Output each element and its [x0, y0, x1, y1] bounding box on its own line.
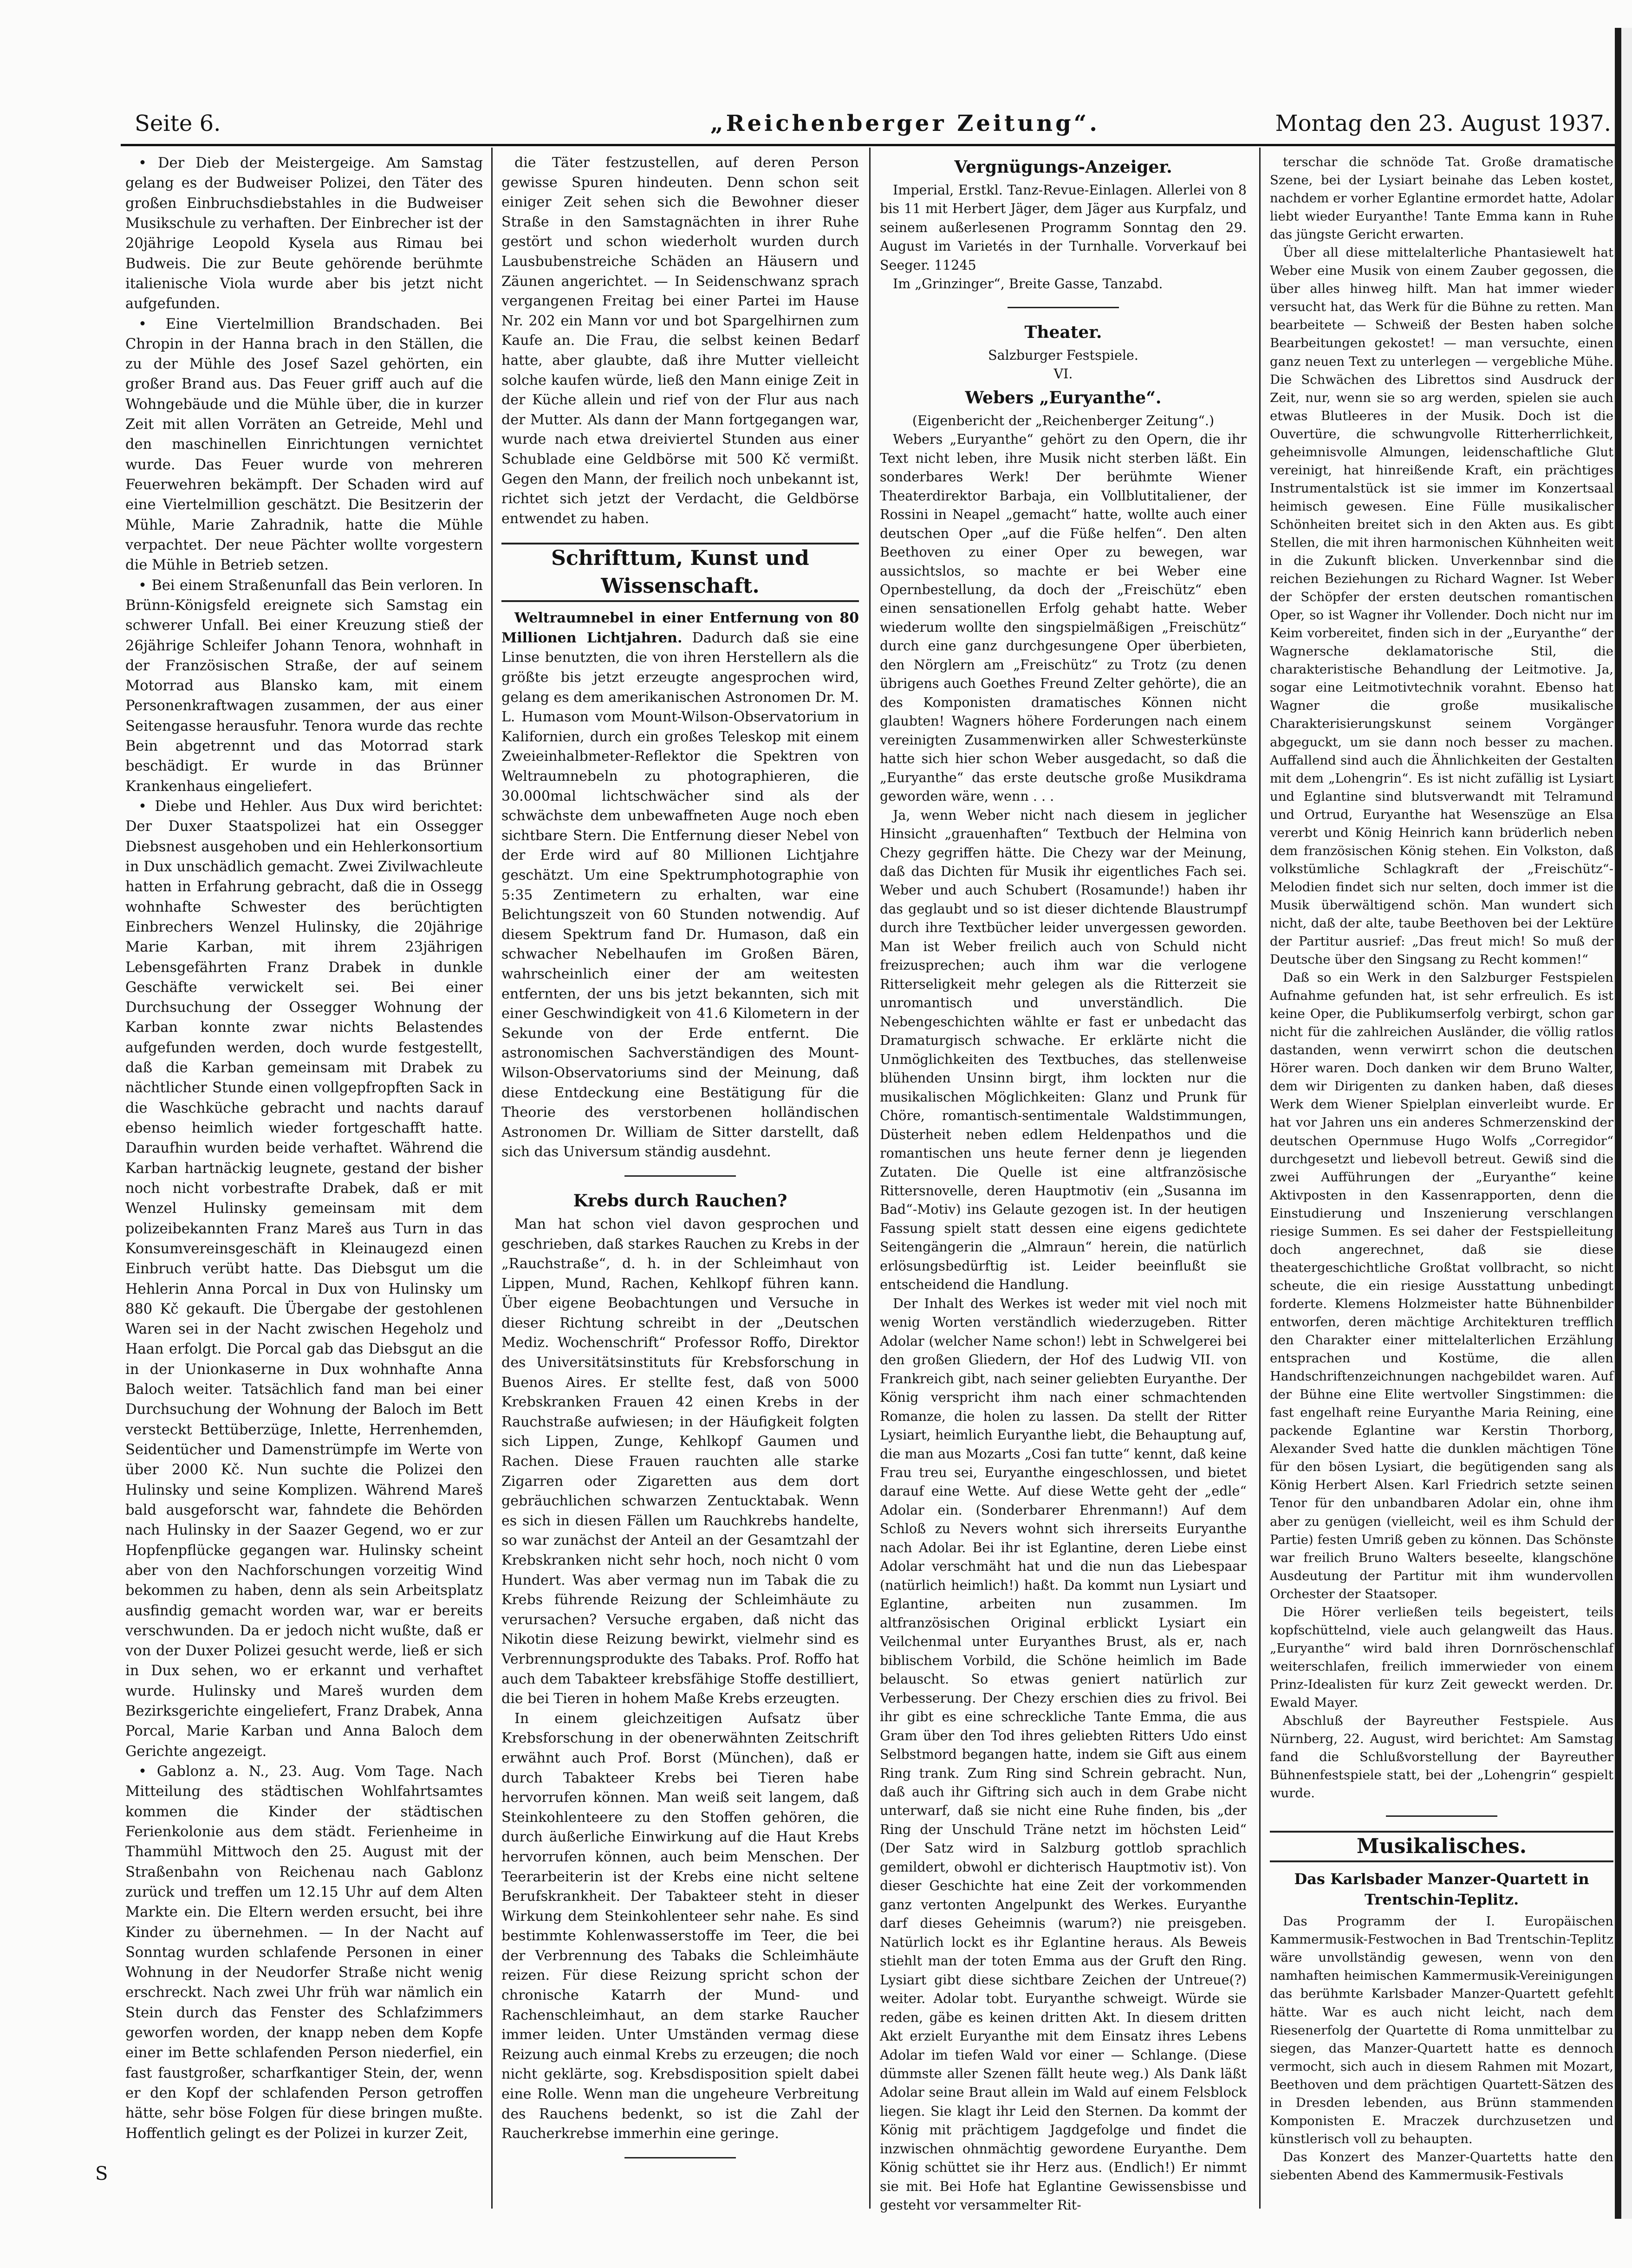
issue-date: Montag den 23. August 1937.: [1275, 110, 1611, 136]
article-nebel-lead: Weltraumnebel in einer Entfernung von 80 Millionen Lichtjahren.: [501, 610, 859, 646]
article-meistergeige: • Der Dieb der Meistergeige. Am Samstag gelang es der Budweiser Polizei, den Täter des großen Einbruchsdiebstahles in die Budweiser Musikschule zu verhaften. Der Einbrecher ist der 20jährige Leopold Kysela aus Rimau bei Budweis. Die zur Beute gehörende berühmte italienische Viola wurde aber bis jetzt nicht aufgefunden.: [125, 155, 483, 312]
theater-paragraph: Über all diese mittelalterliche Phantasiewelt hat Weber eine Musik von einem Zauber gegossen, die über alles hinweg hilft. Man hat immer wieder versucht hat, das Werk für die Bühne zu retten. Man bearbeitete — Schweiß der Besten haben solche Bearbeitungen gekostet! — man versuchte, einen ganz neuen Text zu unterlegen — vergebliche Mühe. Die Schwächen des Librettos sind Ausdruck der Zeit, nur, wenn sie so arg werden, spielen sie auch etwas Blutleeres in der Musik. Doch ist die Ouvertüre, die schwungvolle Ritterherrlichkeit, geheimnisvolle Almungen, leidenschaftliche Glut vereinigt, hat hinreißende Kraft, ein prächtiges Instrumentalstück ist sie immer im Konzertsaal heimisch gewesen. Eine Fülle musikalischer Schönheiten breitet sich in den Akten aus. Es gibt Stellen, die mit ihren harmonischen Kühnheiten weit in die Zukunft blicken. Unverkennbar sind die reichen Beziehungen zu Richard Wagner. Ist Weber der Schöpfer der ersten deutschen romantischen Oper, so ist Wagner ihr Vollender. Doch nicht nur im Keim vorbereitet, finden sich in der „Euryanthe“ der Wagnersche deklamatorische Stil, die charakteristische Behandlung der Leitmotive. Ja, sogar eine Leitmotivtechnik vorahnt. Ebenso hat Wagner die große musikalische Charakterisierungskunst seinem Vorgänger abgeguckt, um sie dann noch besser zu machen. Auffallend sind auch die Ähnlichkeiten der Gestalten mit dem „Lohengrin“. Es ist nicht zufällig ist Lysiart und Eglantine sind blutsverwandt mit Telramund und Ortrud, Euryanthe hat Wesenszüge an Elsa vererbt und König Heinrich kann brüderlich neben dem französischen König stehen. Ein Volkston, daß volkstümliche Schlagkraft der „Freischütz“-Melodien findet sich nur selten, doch immer ist die Musik überwältigend schön. Man wundert sich nicht, daß der alte, taube Beethoven bei der Lektüre der Partitur ausrief: „Das freut mich! So muß der Deutsche über den Singsang zu Recht kommen!“: [1270, 245, 1613, 967]
music-paragraph: Das Programm der I. Europäischen Kammermusik-Festwochen in Bad Trentschin-Teplitz wäre unvollständig gewesen, wenn von den namhaften heimischen Kammermusik-Vereinigungen das berühmte Karlsbader Manzer-Quartett gefehlt hätte. War es auch nicht leicht, nach dem Riesenerfolg der Quartette di Roma unmittelbar zu siegen, das Manzer-Quartett hatte es dennoch vermocht, sich auch in diesem Rahmen mit Mozart, Beethoven und dem prächtigen Quartett-Sätzen des in Dresden lebenden, aus Brünn stammenden Komponisten E. Mraczek durchzusetzen und künstlerisch voll zu behaupten.: [1270, 1914, 1613, 2146]
column-1: [125, 153, 483, 2144]
theater-paragraph: terschar die schnöde Tat. Große dramatische Szene, bei der Lysiart beinahe das Leben kostet, nachdem er vorher Eglantine ermordet hatte, Adolar liebt wieder Euryanthe! Tante Emma kann in Ruhe das jüngste Gericht erwarten.: [1270, 155, 1613, 242]
newspaper-title: „Reichenberger Zeitung“.: [710, 110, 1100, 136]
theater-paragraph: Webers „Euryanthe“ gehört zu den Opern, die ihr Text nicht leben, ihre Musik nicht sterben läßt. Ein sonderbares Werk! Der berühmte Wiener Theaterdirektor Barbaja, ein Vollblutitaliener, der Rossini in Neapel „gemacht“ hatte, wollte auch einer deutschen Oper „auf die Füße helfen“. Den alten Beethoven zu einer Oper zu bewegen, war aussichtslos, so machte er bei Weber eine Opernbestellung, da doch der „Freischütz“ eben einen sensationellen Erfolg gehabt hatte. Weber wiederum wollte den singspielmäßigen „Freischütz“ durch eine ganz durchgesungene Oper überbieten, den Nörglern am „Freischütz“ zu Trotz (zu denen übrigens auch Goethes Freund Zelter gehörte), die an des Komponisten dramatisches Können nicht glaubten! Wagners höhere Forderungen nach einem vereinigten Zusammenwirken aller Schwesterkünste hatte sich hier schon Weber ausgedacht, so daß die „Euryanthe“ das erste deutsche große Musikdrama geworden wäre, wenn . . .: [880, 432, 1247, 804]
article-brandschaden: • Eine Viertelmillion Brandschaden. Bei Chropin in der Hanna brach in den Ställen, die zu der Mühle des Josef Sazel gehörten, ein großer Brand aus. Das Feuer griff auch auf die Wohngebäude und die Mühle über, die in kurzer Zeit mit allen Vorräten an Getreide, Mehl und den maschinellen Einrichtungen vernichtet wurde. Das Feuer wurde von mehreren Feuerwehren bekämpft. Der Schaden wird auf eine Viertelmillion geschätzt. Die Besitzerin der Mühle, Marie Zahradnik, hatte die Mühle verpachtet. Der neue Pächter wollte vorgestern die Mühle in Betrieb setzen.: [125, 316, 483, 574]
header-rule: [121, 144, 1615, 146]
separator-rule: [624, 1175, 736, 1177]
page-number: Seite 6.: [135, 110, 221, 136]
article-strassenunfall: • Bei einem Straßenunfall das Bein verloren. In Brünn-Königsfeld ereignete sich Samstag ein schwerer Unfall. Bei einer Kreuzung stieß der 26jährige Schleifer Johann Tenora, wohnhaft in der Französischen Straße, der auf seinem Motorrad aus Blansko kam, mit einem Personenkraftwagen zusammen, der aus einer Seitengasse herausfuhr. Tenora wurde das rechte Bein abgetrennt und das Motorrad stark beschädigt. Er wurde in das Brünner Krankenhaus eingeliefert.: [125, 577, 483, 795]
article-bayreuth: Abschluß der Bayreuther Festspiele. Aus Nürnberg, 22. August, wird berichtet: Am Samstag fand die Schlußvorstellung der Bayreuther Bühnenfestspiele statt, bei der „Lohengrin“ gespielt wurde.: [1270, 1713, 1613, 1801]
theater-paragraph: Ja, wenn Weber nicht nach diesem in jeglicher Hinsicht „grauenhaften“ Textbuch der Helmina von Chezy gegriffen hätte. Die Chezy war der Meinung, daß das Dichten für Musik ihr eigentliches Fach sei. Weber und auch Schubert (Rosamunde!) haben ihr das geglaubt und so ist dieser dichtende Blaustrumpf durch ihre Textbücher leider unvergessen geworden. Man ist Weber freilich auch von Schuld nicht freizusprechen; auch ihm war die verlogene Ritterseligkeit mehr gelegen als die Ritterzeit sie unromantisch und unverständlich. Die Nebengeschichten wählte er fast er unbedacht das Dramaturgisch schwache. Er erklärte nicht die Unmöglichkeiten des Textbuches, das stellenweise blühenden Unsinn birgt, ihm lockten nur die musikalischen Möglichkeiten: Glanz und Prunk für Chöre, romantisch-sentimentale Waldstimmungen, Düsterheit neben edlem Heldenpathos und die romantischen uns heute ferner denn je liegenden Zutaten. Die Quelle ist eine altfranzösische Rittersnovelle, deren Hauptmotiv (ein „Susanna im Bad“-Motiv) ins Gelaute gezogen ist. In der heutigen Fassung spielt statt dessen eine eigens gedichtete Seitengängerin die „Almraun“ herein, die natürlich erlösungsbedürftig ist. Leider beeinflußt sie entscheidend die Handlung.: [880, 807, 1247, 1293]
music-paragraph: Das Konzert des Manzer-Quartetts hatte den siebenten Abend des Kammermusik-Festivals: [1270, 2149, 1613, 2183]
column-4: [1270, 153, 1613, 2184]
page-edge-strip: [1621, 28, 1632, 2219]
column-2: [501, 153, 859, 2171]
page-header: [135, 110, 1611, 142]
theater-byline: (Eigenbericht der „Reichenberger Zeitung“.): [912, 413, 1215, 428]
article-gablonz-continued: die Täter festzustellen, auf deren Person gewisse Spuren hindeuten. Denn schon seit einiger Zeit sehen sich die Bewohner dieser Straße in den Samstagnächten in ihrer Ruhe gestört und schon wiederholt wurden durch Lausbubenstreiche Schäden an Häusern und Zäunen angerichtet. — In Seidenschwanz sprach vergangenen Freitag bei einer Partei im Hause Nr. 202 ein Mann vor und bot Spargelhirnen zum Kaufe an. Die Frau, die selbst keinen Bedarf hatte, aber glaubte, daß ihre Mutter vielleicht solche kaufen würde, ließ den Mann einige Zeit in der Küche allein und rief von der Flur aus nach der Mutter. Als dann der Mann fortgegangen war, wurde nach etwa dreiviertel Stunden aus einer Schublade eine Geldbörse mit 500 Kč vermißt. Gegen den Mann, der freilich noch unbekannt ist, richtet sich jetzt der Verdacht, die Geldbörse entwendet zu haben.: [501, 155, 859, 527]
article-krebs-title: Krebs durch Rauchen?: [573, 1191, 787, 1211]
separator-rule: [624, 2157, 736, 2158]
article-nebel-text: Dadurch daß sie eine Linse benutzten, die von ihren Herstellern als die größte bis jetzt erzeugte angesprochen wird, gelang es dem amerikanischen Astronomen Dr. M. L. Humason vom Mount-Wilson-Observatorium in Kalifornien, durch ein großes Teleskop mit einem Zweieinhalbmeter-Reflektor die Spektren von Weltraumnebeln zu photographieren, die 30.000mal lichtschwächer sind als der schwächste dem unbewaffneten Auge noch eben sichtbare Stern. Die Entfernung dieser Nebel von der Erde wird auf 80 Millionen Lichtjahre geschätzt. Um eine Spektrumphotographie von 5:35 Zentimetern zu erhalten, war eine Belichtungszeit von 60 Stunden notwendig. Auf diesem Spektrum fand Dr. Humason, daß ein schwacher Nebelhaufen im Großen Bären, wahrscheinlich einer der am weitesten entfernten, der uns bis jetzt bekannten, sich mit einer Geschwindigkeit von 41.6 Kilometern in der Sekunde von der Erde entfernt. Die astronomischen Sachverständigen des Mount-Wilson-Observatoriums sind der Meinung, daß diese Entdeckung eine Bestätigung für die Theorie des verstorbenen holländischen Astronomen Dr. William de Sitter darstellt, daß sich das Universum ständig ausdehnt.: [501, 629, 859, 1160]
theater-festival: Salzburger Festspiele.: [988, 347, 1138, 363]
article-krebs-paragraph: In einem gleichzeitigen Aufsatz über Krebsforschung in der obenerwähnten Zeitschrift erwähnt auch Prof. Borst (München), daß er durch Tabakteer Krebs bei Tieren habe hervorrufen können. Man weiß seit langem, daß Steinkohlenteere zu den Stoffen gehören, die durch äußerliche Einwirkung auf die Haut Krebs hervorrufen können, auch beim Menschen. Der Teerarbeiterin ist der Krebs eine nicht seltene Berufskrankheit. Der Tabakteer steht in dieser Wirkung dem Steinkohlenteer sehr nahe. Es sind bestimmte Kohlenwasserstoffe im Teer, die bei der Verbrennung des Tabaks die Schleimhäute reizen. Für diese Reizung spricht schon der chronische Katarrh der Mund- und Rachenschleimhaut, an dem starke Raucher immer leiden. Unter Umständen vermag diese Reizung auch einmal Krebs zu erzeugen; die noch nicht geklärte, sog. Krebsdisposition spielt dabei eine Rolle. Wenn man die ungeheure Verbreitung des Rauchens bedenkt, so ist die Zahl der Raucherkrebse immerhin eine geringe.: [501, 1710, 859, 2142]
page-edge-shadow: [1615, 28, 1621, 2219]
theater-paragraph: Die Hörer verließen teils begeistert, teils kopfschüttelnd, viele auch gelangweilt das Haus. „Euryanthe“ wird bald ihren Dornröschenschlaf weiterschlafen, freilich immerwieder von einem Prinz-Idealisten für kurz Zeit geweckt werden. Dr. Ewald Mayer.: [1270, 1604, 1613, 1710]
column-3: [880, 153, 1247, 2215]
article-gablonz: • Gablonz a. N., 23. Aug. Vom Tage. Nach Mitteilung des städtischen Wohlfahrtsamtes kommen die Kinder der städtischen Ferienkolonie aus dem städt. Ferienheime in Thammühl Mittwoch den 25. August mit der Straßenbahn von Reichenau nach Gablonz zurück und treffen um 12.15 Uhr auf dem Alten Markte ein. Die Eltern werden ersucht, bei ihre Kinder zu übernehmen. — In der Nacht auf Sonntag wurden schlafende Personen in einer Wohnung in der Neudorfer Straße nicht wenig erschreckt. Nach zwei Uhr früh war nämlich ein Stein durch das Fenster des Schlafzimmers geworfen worden, der knapp neben dem Kopfe einer im Bette schlafenden Person niederfiel, ein fast faustgroßer, scharfkantiger Stein, der, wenn er den Kopf der schlafenden Person getroffen hätte, sehr böse Folgen für diese bringen mußte. Hoffentlich gelingt es der Polizei in kurzer Zeit,: [125, 1763, 483, 2142]
column-divider: [1259, 148, 1261, 2209]
section-title-theater: Theater.: [1024, 322, 1102, 342]
separator-rule: [1386, 1815, 1497, 1817]
separator-rule: [1008, 307, 1119, 308]
column-divider: [491, 148, 493, 2209]
theater-paragraph: Der Inhalt des Werkes ist weder mit viel noch mit wenig Worten verständlich wiederzugeben. Ritter Adolar (welcher Name schon!) lebt in Schwelgerei bei den großen Gliedern, der Hof des Ludwig VII. von Frankreich gibt, nach seiner geliebten Euryanthe. Der König verspricht ihm nach einer schmachtenden Romanze, die holen zu lassen. Da stellt der Ritter Lysiart, heimlich Euryanthe liebt, die Behauptung auf, die man aus Mozarts „Cosi fan tutte“ kennt, daß keine Frau treu sei, Euryanthe eingeschlossen, und bietet darauf eine Wette. Auf diese Wette geht der „edle“ Adolar ein. (Sonderbarer Ehrenmann!) Auf dem Schloß zu Nevers wohnt sich ihrerseits Euryanthe nach Adolar. Bei ihr ist Eglantine, deren Liebe einst Adolar verschmäht hat und die nun das Liebespaar (natürlich heimlich!) haßt. Da kommt nun Lysiart und Eglantine, arbeiten nun zusammen. Im altfranzösischen Original erblickt Lysiart ein Veilchenmal unter Euryanthes Brust, als er, nach biblischem Vorbild, die Schöne heimlich im Bade belauscht. So etwas geniert natürlich zur Verbesserung. Der Chezy erschien dies zu frivol. Bei ihr gibt es eine schreckliche Tante Emma, die aus Gram über den Tod ihres geliebten Ritters Udo einst Selbstmord begangen hatte, indem sie Gift aus einem Ring trank. Zum Ring sind Schrein gebracht. Nun, daß auch ihr Giftring sich auch in dem Grabe nicht unterwarf, daß sie nicht eine Ruhe finden, bis „der Ring der Unschuld Träne netzt im höchsten Leid“ (Der Satz wird in Salzburg gottlob sprachlich gemildert, obwohl er dichterisch Hauptmotiv ist). Von dieser Geschichte hat eine Zeit der vorkommenden ganz vertonten Angelpunkt des Werkes. Euryanthe darf dieses Geheimnis (warum?) nie preisgeben. Natürlich lockt es ihr Eglantine heraus. Als Beweis stiehlt man der toten Emma aus der Gruft den Ring. Lysiart gibt diese sichtbare Zeichen der Untreue(?) weiter. Adolar tobt. Euryanthe schweigt. Würde sie reden, gäbe es keinen dritten Akt. In diesem dritten Akt erzielt Euryanthe mit dem Einsatz ihres Lebens Adolar im tiefen Wald vor einer — Schlange. (Diese dümmste aller Szenen fällt heute weg.) Als Dank läßt Adolar seine Braut allein im Wald auf einem Felsblock liegen. Sie klagt ihr Leid den Sternen. Da kommt der König mit prächtigem Jagdgefolge und findet die inzwischen ohnmächtig gewordene Euryanthe. Dem König schüttet sie ihr Herz aus. (Endlich!) Er nimmt sie mit. Bei Hofe hat Eglantine Gewissensbisse und gesteht vor versammelter Rit-: [880, 1296, 1247, 2213]
article-krebs-paragraph: Man hat schon viel davon gesprochen und geschrieben, daß starkes Rauchen zu Krebs in der „Rauchstraße“, d. h. in der Schleimhaut von Lippen, Mund, Rachen, Kehlkopf führen kann. Über eigene Beobachtungen und Versuche in dieser Richtung schreibt in der „Deutschen Mediz. Wochenschrift“ Professor Roffo, Direktor des Universitätsinstituts für Krebsforschung in Buenos Aires. Er stellte fest, daß von 5000 Krebskranken Frauen 42 einen Krebs in der Rauchstraße aufwiesen; in der Häufigkeit folgten sich Lippen, Zunge, Kehlkopf Gaumen und Rachen. Diese Frauen rauchten alle starke Zigarren oder Zigaretten aus dem dort gebräuchlichen schwarzen Zentucktabak. Wenn es sich in diesen Fällen um Rauchkrebs handelte, so war zunächst der Anteil an der Gesamtzahl der Krebskranken nicht sehr hoch, noch nicht 0 vom Hundert. Was aber vermag nun im Tabak die zu Krebs führende Reizung der Schleimhäute zu verursachen? Versuche ergaben, daß nicht das Nikotin diese Reizung bewirkt, vielmehr sind es Verbrennungsprodukte des Tabaks. Prof. Roffo hat auch dem Tabakteer krebsfähige Stoffe destilliert, die bei Tieren in hohem Maße Krebs erzeugten.: [501, 1216, 859, 1707]
section-title-music: Musikalisches.: [1270, 1831, 1613, 1862]
entertainment-listing: Im „Grinzinger“, Breite Gasse, Tanzabd.: [893, 276, 1163, 292]
section-title-entertainment: Vergnügungs-Anzeiger.: [954, 157, 1172, 177]
theater-number: VI.: [1053, 366, 1073, 382]
page-corner-mark: S: [95, 2163, 108, 2184]
theater-paragraph: Daß so ein Werk in den Salzburger Festspielen Aufnahme gefunden hat, ist sehr erfreulich. Es ist keine Oper, die Publikumserfolg verbirgt, schon gar nicht für die zahlreichen Ausländer, die völlig ratlos dastanden, wenn verwirrt schon die deutschen Hörer waren. Doch danken wir dem Bruno Walter, dem wir Dirigenten zu danken haben, daß dieses Werk dem Wiener Spielplan einverleibt wurde. Er hat vor Jahren uns ein anderes Schmerzenskind der deutschen Opernmuse Hugo Wolfs „Corregidor“ durchgesetzt und liebevoll betreut. Gewiß sind die zwei Aufführungen der „Euryanthe“ keine Aktivposten in den Kassenrapporten, denn die Einstudierung und Inszenierung verschlangen riesige Summen. Es sei daher der Festspielleitung doch angerechnet, daß sie diese theatergeschichtliche Großtat vollbracht, so nicht scheute, die ein riesige Ausstattung unbedingt forderte. Klemens Holzmeister hatte Bühnenbilder entworfen, deren mächtige Architekturen trefflich den Charakter einer mittelalterlichen Erzählung entsprachen und Kostüme, die allen Handschriftenzeichnungen nachgebildet waren. Auf der Bühne eine Elite wertvoller Singstimmen: die fast engelhaft reine Euryanthe Maria Reining, eine packende Eglantine war Kerstin Thorborg, Alexander Sved hatte die dunklen mächtigen Töne für den bösen Lysiart, die begütigenden sang als König Herbert Alsen. Karl Friedrich setzte seinen Tenor für den unbandbaren Adolar ein, ohne ihm aber zu genügen (vielleicht, weil es ihm Schuld der Partie) festen Umriß geben zu können. Das Schönste war freilich Bruno Walters beseelte, klangschöne Ausdeutung der Partitur mit ihm wundervollen Orchester der Staatsoper.: [1270, 970, 1613, 1601]
article-diebe-hehler: • Diebe und Hehler. Aus Dux wird berichtet: Der Duxer Staatspolizei hat ein Ossegger Diebsnest ausgehoben und ein Hehlerkonsortium in Dux unschädlich gemacht. Zwei Zivilwachleute hatten in Erfahrung gebracht, daß die in Ossegg wohnhafte Schwester des berüchtigten Einbrechers Wenzel Hulinsky, die 20jährige Marie Karban, mit ihrem 23jährigen Lebensgefährten Franz Drabek in dunkle Geschäfte verwickelt sei. Bei einer Durchsuchung der Ossegger Wohnung der Karban konnte zwar nichts Belastendes aufgefunden werden, doch wurde festgestellt, daß die Karban gemeinsam mit Drabek zu nächtlicher Stunde einen vollgepfropften Sack in die Waschküche gebracht und nachts darauf ebenso heimlich wieder fortgeschafft hatte. Daraufhin wurden beide verhaftet. Während die Karban hartnäckig leugnete, gestand der bisher noch nicht vorbestrafte Drabek, daß er mit Wenzel Hulinsky gemeinsam mit dem polizeibekannten Franz Mareš aus Turn in das Konsumvereinsgeschäft in Kleinaugezd einen Einbruch verübt hatte. Das Diebsgut um die Hehlerin Anna Porcal in Dux von Hulinsky um 880 Kč gekauft. Die Übergabe der gestohlenen Waren sei in der Nacht zwischen Hegeholz und Haan erfolgt. Die Porcal gab das Diebsgut an die in der Unionkaserne in Dux wohnhafte Anna Baloch weiter. Tatsächlich fand man bei einer Durchsuchung der Wohnung der Baloch im Bett versteckt Bettüberzüge, Inlette, Herrenhemden, Seidentücher und Damenstrümpfe im Werte von über 2000 Kč. Nun suchte die Polizei den Hulinsky und seine Komplizen. Während Mareš bald ausgeforscht war, fahndete die Behörden nach Hulinsky in der Saazer Gegend, wo er zur Hopfenpflücke gegangen war. Hulinsky scheint aber von den Nachforschungen vorzeitig Wind bekommen zu haben, denn als sein Arbeitsplatz ausfindig gemacht worden war, war er bereits verschwunden. Da er jedoch nicht wußte, daß er von der Duxer Polizei gesucht werde, ließ er sich in Dux sehen, wo er erkannt und verhaftet wurde. Hulinsky und Mareš wurden dem Bezirksgerichte eingeliefert, Franz Drabek, Anna Porcal, Marie Karban und Anna Baloch dem Gerichte angezeigt.: [125, 798, 483, 1760]
theater-piece-title: Webers „Euryanthe“.: [965, 388, 1162, 408]
entertainment-listing: Imperial, Erstkl. Tanz-Revue-Einlagen. Allerlei von 8 bis 11 mit Herbert Jäger, dem Jäger aus Kurpfalz, und seinem außerlesenen Programm Sonntag den 29. August im Varietés in der Turnhalle. Vorverkauf bei Seeger. 11245: [880, 182, 1247, 273]
section-title-culture: Schrifttum, Kunst und Wissenschaft.: [501, 543, 859, 602]
article-music-subtitle: Das Karlsbader Manzer-Quartett in Trentschin-Teplitz.: [1294, 1870, 1589, 1909]
column-divider: [869, 148, 871, 2209]
